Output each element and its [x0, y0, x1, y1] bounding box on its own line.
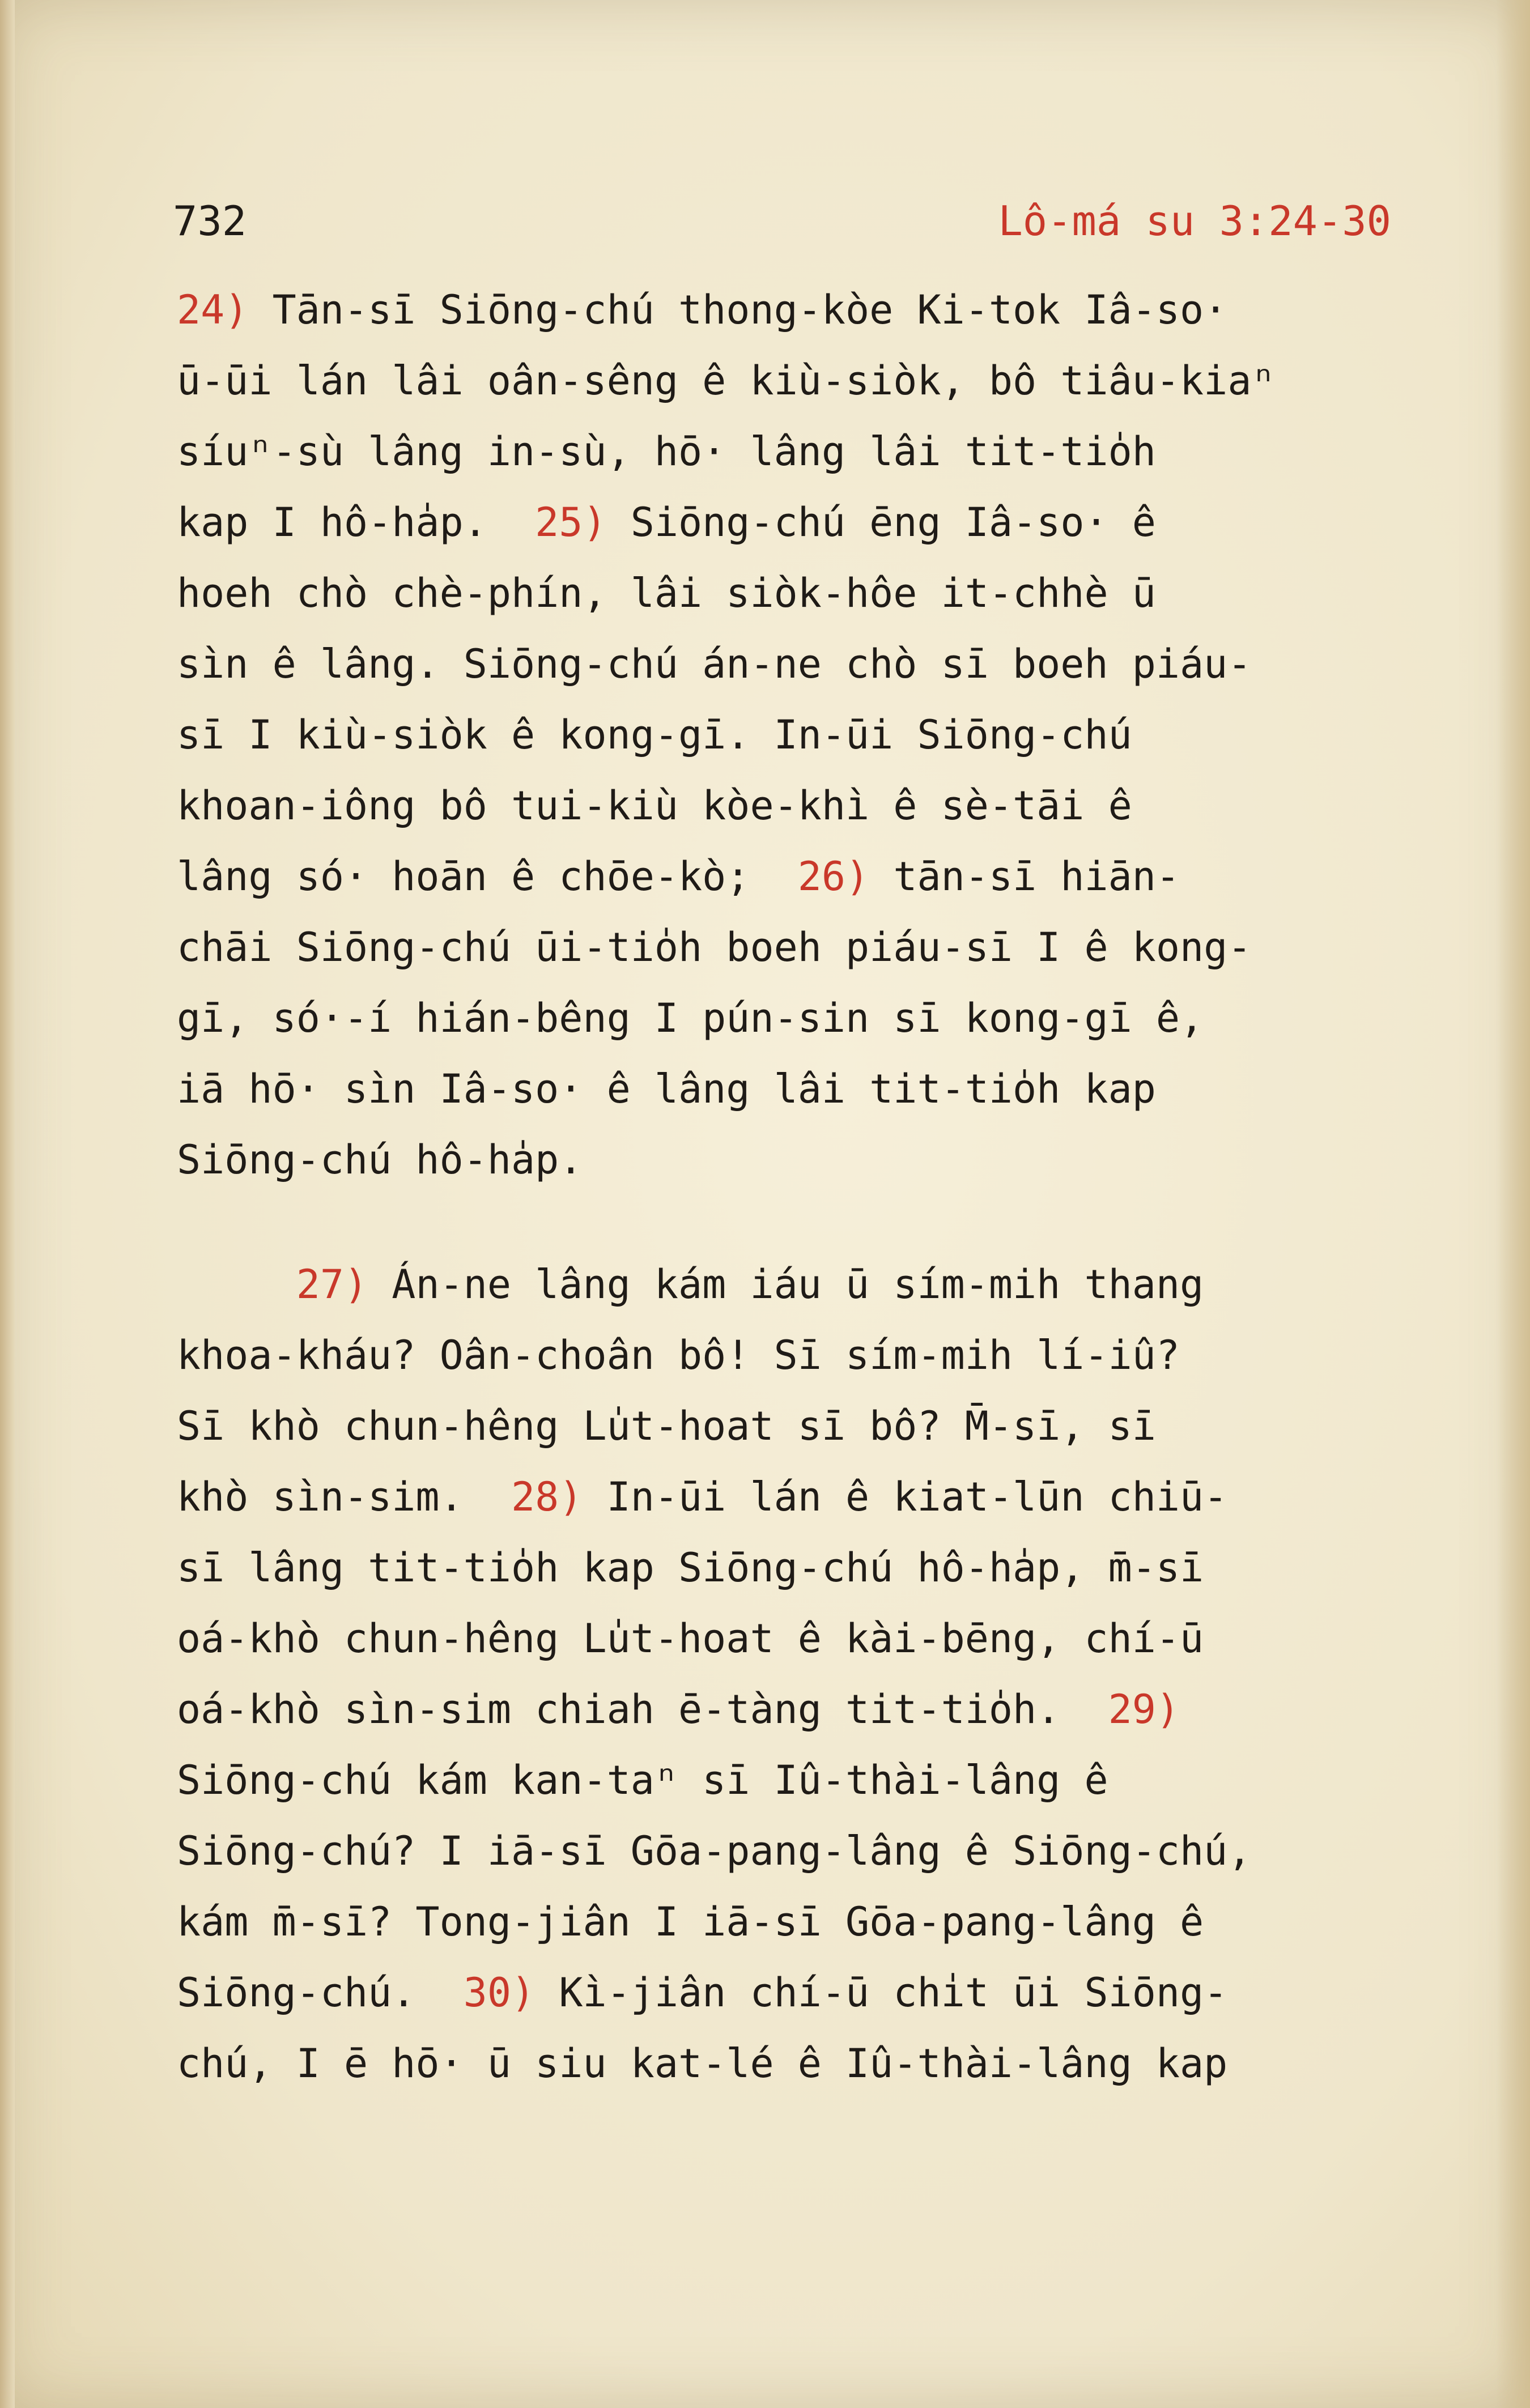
verse-text: kám m̄-sī? Tong-jiân I iā-sī Gōa-pang-lâng ê: [177, 1899, 1204, 1945]
verse-text: síuⁿ-sù lâng in-sù, hō· lâng lâi tit-tio̍h: [177, 428, 1156, 475]
verse-number: 26): [797, 853, 870, 900]
verse-text: Siōng-chú kám kan-taⁿ sī Iû-thài-lâng ê: [177, 1757, 1108, 1803]
text-line: [177, 1125, 1480, 1196]
text-line: [177, 1320, 1480, 1391]
text-line: [177, 1603, 1480, 1674]
paragraph-break: [177, 1196, 1480, 1249]
verse-text: [177, 1261, 296, 1308]
verse-text: tān-sī hiān-: [869, 853, 1180, 900]
page-number: 732: [173, 197, 247, 245]
text-line: [177, 1887, 1480, 1958]
verse-text: oá-khò sìn-sim chiah ē-tàng tit-tio̍h.: [177, 1686, 1108, 1733]
text-line: [177, 1249, 1480, 1320]
verse-text: Siōng-chú.: [177, 1969, 464, 2016]
text-line: [177, 1816, 1480, 1887]
verse-text: kap I hô-ha̍p.: [177, 499, 536, 546]
text-line: [177, 1391, 1480, 1462]
running-head: Lô-má su 3:24-30: [998, 197, 1391, 245]
verse-text: khò sìn-sim.: [177, 1474, 512, 1520]
page-edge-left: [0, 0, 15, 2408]
verse-text: hoeh chò chè-phín, lâi siòk-hôe it-chhè ū: [177, 570, 1156, 616]
text-line: [177, 700, 1480, 771]
text-line: [177, 1462, 1480, 1533]
verse-number: 25): [535, 499, 607, 546]
verse-text: Siōng-chú ēng Iâ-so· ê: [606, 499, 1156, 546]
text-line: [177, 912, 1480, 983]
text-line: [177, 558, 1480, 629]
body-text: [177, 275, 1480, 2099]
text-line: [177, 771, 1480, 841]
verse-number: 24): [177, 287, 249, 333]
verse-text: iā hō· sìn Iâ-so· ê lâng lâi tit-tio̍h kap: [177, 1066, 1156, 1112]
verse-text: khoa-kháu? Oân-choân bô! Sī sím-mih lí-iû?: [177, 1332, 1180, 1379]
text-line: [177, 487, 1480, 558]
text-line: [177, 1958, 1480, 2028]
verse-text: In-ūi lán ê kiat-lūn chiū-: [583, 1474, 1228, 1520]
page-header: [173, 187, 1391, 255]
verse-text: Án-ne lâng kám iáu ū sím-mih thang: [368, 1261, 1204, 1308]
verse-text: Kì-jiân chí-ū chi̍t ūi Siōng-: [535, 1969, 1228, 2016]
verse-text: Tān-sī Siōng-chú thong-kòe Ki-tok Iâ-so·: [248, 287, 1228, 333]
verse-text: khoan-iông bô tui-kiù kòe-khì ê sè-tāi ê: [177, 782, 1132, 829]
verse-text: gī, só·-í hián-bêng I pún-sin sī kong-gī ê,: [177, 995, 1204, 1041]
verse-text: chāi Siōng-chú ūi-tio̍h boeh piáu-sī I ê kong-: [177, 924, 1252, 971]
verse-number: 29): [1108, 1686, 1180, 1733]
verse-text: sī lâng tit-tio̍h kap Siōng-chú hô-ha̍p, m̄-sī: [177, 1545, 1204, 1591]
text-line: [177, 1533, 1480, 1603]
verse-text: Siōng-chú hô-ha̍p.: [177, 1137, 583, 1183]
verse-text: sìn ê lâng. Siōng-chú án-ne chò sī boeh piáu-: [177, 641, 1252, 687]
text-line: [177, 629, 1480, 700]
verse-number: 30): [463, 1969, 536, 2016]
verse-text: lâng só· hoān ê chōe-kò;: [177, 853, 798, 900]
verse-text: oá-khò chun-hêng Lu̍t-hoat ê kài-bēng, chí-ū: [177, 1615, 1204, 1662]
verse-text: ū-ūi lán lâi oân-sêng ê kiù-siòk, bô tiâu-kiaⁿ: [177, 358, 1276, 404]
text-line: [177, 346, 1480, 416]
text-line: [177, 841, 1480, 912]
verse-text: sī I kiù-siòk ê kong-gī. In-ūi Siōng-chú: [177, 712, 1132, 758]
text-line: [177, 275, 1480, 346]
text-line: [177, 983, 1480, 1054]
text-line: [177, 1054, 1480, 1125]
verse-number: 28): [511, 1474, 583, 1520]
verse-text: Sī khò chun-hêng Lu̍t-hoat sī bô? M̄-sī, sī: [177, 1403, 1156, 1449]
verse-text: chú, I ē hō· ū siu kat-lé ê Iû-thài-lâng kap: [177, 2040, 1228, 2087]
page-edge-right: [1496, 0, 1530, 2408]
text-line: [177, 1674, 1480, 1745]
text-line: [177, 416, 1480, 487]
text-line: [177, 2028, 1480, 2099]
verse-text: Siōng-chú? I iā-sī Gōa-pang-lâng ê Siōng-chú,: [177, 1828, 1252, 1874]
verse-number: 27): [296, 1261, 368, 1308]
text-line: [177, 1745, 1480, 1816]
